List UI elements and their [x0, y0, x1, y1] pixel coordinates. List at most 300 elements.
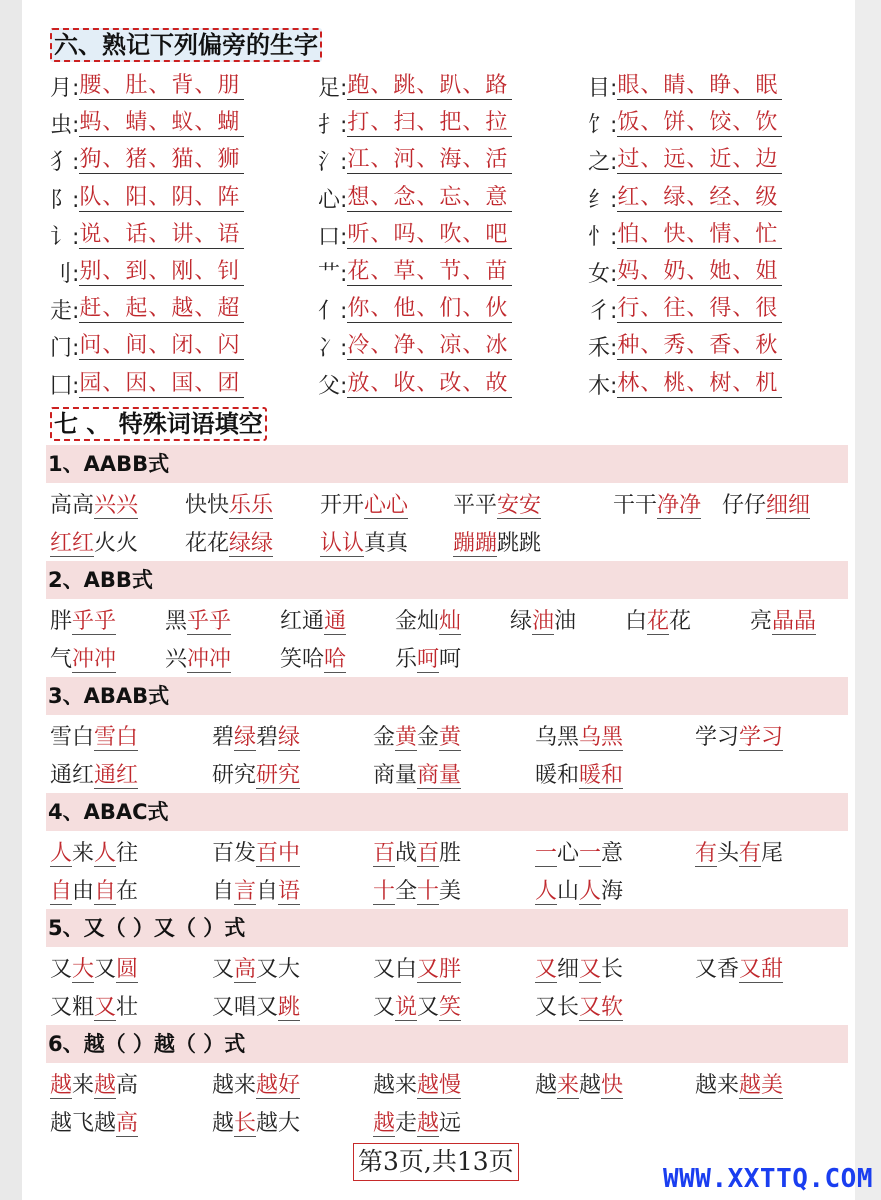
radical-cell	[318, 71, 588, 102]
word-entry	[185, 488, 273, 519]
word-entry	[535, 952, 623, 983]
radical-row	[50, 291, 850, 328]
answer-text: 红红	[50, 531, 95, 557]
radical-cell	[50, 369, 318, 400]
given-text: 亮	[750, 609, 773, 635]
radical-characters: 园、因、国、团	[79, 371, 244, 398]
radical-label: 艹:	[318, 262, 348, 288]
given-text: 越飞越	[50, 1111, 117, 1137]
radical-row	[50, 105, 850, 142]
answer-text: 花	[647, 609, 670, 635]
given-text: 又	[417, 995, 440, 1021]
radical-label: 走:	[50, 299, 80, 325]
word-entry	[373, 1106, 461, 1137]
answer-text: 又	[535, 957, 558, 983]
word-entry	[50, 874, 138, 905]
radical-characters: 跑、跳、趴、路	[347, 73, 512, 100]
word-entry	[395, 604, 461, 635]
radical-cell	[588, 145, 850, 176]
word-row	[50, 833, 850, 871]
given-text: 雪白	[50, 725, 95, 751]
radical-characters: 花、草、节、苗	[347, 259, 512, 286]
answer-text: 自	[94, 879, 117, 905]
given-text: 又香	[695, 957, 740, 983]
radical-characters: 别、到、刚、钊	[79, 259, 244, 286]
word-entry	[320, 488, 408, 519]
radical-label: 扌:	[318, 113, 348, 139]
radical-cell	[50, 108, 318, 139]
given-text: 干干	[613, 493, 658, 519]
given-text: 由	[72, 879, 95, 905]
given-text: 越	[212, 1111, 235, 1137]
given-text: 越来	[373, 1073, 418, 1099]
radical-characters: 饭、饼、饺、饮	[617, 110, 782, 137]
answer-text: 又胖	[417, 957, 462, 983]
subsection-heading: 2、ABB式	[46, 561, 848, 599]
answer-text: 乌黑	[579, 725, 624, 751]
word-entry	[50, 836, 138, 867]
given-text: 又	[50, 957, 73, 983]
word-entry	[373, 758, 461, 789]
answer-text: 说	[395, 995, 418, 1021]
answer-text: 绿绿	[229, 531, 274, 557]
word-entry	[613, 488, 701, 519]
given-text: 在	[116, 879, 139, 905]
radical-label: 月:	[50, 76, 80, 102]
answer-text: 研究	[256, 763, 301, 789]
given-text: 又	[373, 995, 396, 1021]
answer-text: 人	[50, 841, 73, 867]
given-text: 又大	[256, 957, 301, 983]
given-text: 尾	[761, 841, 784, 867]
radical-cell	[318, 145, 588, 176]
site-watermark: WWW.XXTTQ.COM	[663, 1164, 873, 1194]
given-text: 火火	[94, 531, 139, 557]
word-row	[50, 987, 850, 1025]
word-entry	[212, 1106, 300, 1137]
page-number: 第3页,共13页	[353, 1143, 519, 1181]
radical-label: 目:	[588, 76, 618, 102]
word-entry	[50, 990, 138, 1021]
answer-text: 有	[695, 841, 718, 867]
word-row	[50, 871, 850, 909]
word-groups	[50, 445, 850, 1141]
radical-cell	[50, 331, 318, 362]
radical-characters: 眼、睛、睁、眠	[617, 73, 782, 100]
radical-characters: 冷、净、凉、冰	[347, 333, 512, 360]
radical-characters: 怕、快、情、忙	[617, 222, 782, 249]
given-text: 心	[557, 841, 580, 867]
answer-text: 黄	[395, 725, 418, 751]
given-text: 又	[94, 957, 117, 983]
word-entry	[535, 990, 623, 1021]
word-entry	[373, 720, 461, 751]
answer-text: 越	[94, 1073, 117, 1099]
answer-text: 通	[324, 609, 347, 635]
answer-text: 安安	[497, 493, 542, 519]
radical-characters: 赶、起、越、超	[79, 296, 244, 323]
radical-cell	[588, 257, 850, 288]
given-text: 头	[717, 841, 740, 867]
answer-text: 学习	[739, 725, 784, 751]
given-text: 花花	[185, 531, 230, 557]
given-text: 又	[212, 957, 235, 983]
radical-cell	[588, 183, 850, 214]
word-row	[50, 717, 850, 755]
given-text: 自	[212, 879, 235, 905]
given-text: 金	[373, 725, 396, 751]
answer-text: 人	[535, 879, 558, 905]
word-entry	[50, 952, 138, 983]
word-row	[50, 1103, 850, 1141]
given-text: 又白	[373, 957, 418, 983]
given-text: 平平	[453, 493, 498, 519]
radical-label: 纟:	[588, 187, 618, 213]
radical-cell	[588, 331, 850, 362]
given-text: 暖和	[535, 763, 580, 789]
given-text: 金灿	[395, 609, 440, 635]
answer-text: 冲冲	[72, 647, 117, 673]
answer-text: 一	[579, 841, 602, 867]
radical-characters: 过、远、近、边	[617, 147, 782, 174]
word-entry	[373, 836, 461, 867]
answer-text: 冲冲	[187, 647, 232, 673]
answer-text: 蹦蹦	[453, 531, 498, 557]
given-text: 油	[554, 609, 577, 635]
subsection-heading: 6、越（ ）越（ ）式	[46, 1025, 848, 1063]
answer-text: 又软	[579, 995, 624, 1021]
given-text: 意	[601, 841, 624, 867]
radical-characters: 问、间、闭、闪	[79, 333, 244, 360]
answer-text: 兴兴	[94, 493, 139, 519]
answer-text: 绿	[278, 725, 301, 751]
left-margin	[0, 0, 22, 1200]
word-row	[50, 485, 850, 523]
radical-cell	[50, 220, 318, 251]
word-entry	[510, 604, 576, 635]
word-entry	[50, 642, 116, 673]
radical-cell	[50, 257, 318, 288]
answer-text: 又	[579, 957, 602, 983]
word-entry	[625, 604, 691, 635]
answer-text: 人	[579, 879, 602, 905]
answer-text: 越	[50, 1073, 73, 1099]
answer-text: 乎乎	[72, 609, 117, 635]
answer-text: 大	[72, 957, 95, 983]
word-entry	[695, 1068, 783, 1099]
answer-text: 雪白	[94, 725, 139, 751]
radical-characters: 狗、猪、猫、狮	[79, 147, 244, 174]
word-entry	[373, 990, 461, 1021]
radical-characters: 蚂、蜻、蚁、蝴	[79, 110, 244, 137]
answer-text: 越	[373, 1111, 396, 1137]
radical-characters: 你、他、们、伙	[347, 296, 512, 323]
word-entry	[165, 642, 231, 673]
radical-row	[50, 180, 850, 217]
word-entry	[535, 836, 623, 867]
word-entry	[695, 952, 783, 983]
word-entry	[212, 720, 300, 751]
answer-text: 十	[373, 879, 396, 905]
word-entry	[535, 720, 623, 751]
word-entry	[212, 836, 300, 867]
answer-text: 油	[532, 609, 555, 635]
subsection-heading: 4、ABAC式	[46, 793, 848, 831]
given-text: 碧	[256, 725, 279, 751]
given-text: 快快	[185, 493, 230, 519]
given-text: 碧	[212, 725, 235, 751]
given-text: 跳跳	[497, 531, 542, 557]
radical-label: 囗:	[50, 373, 80, 399]
word-row	[50, 949, 850, 987]
answer-text: 来	[557, 1073, 580, 1099]
radical-characters: 林、桃、树、机	[617, 371, 782, 398]
given-text: 呵	[439, 647, 462, 673]
radical-cell	[50, 183, 318, 214]
word-entry	[50, 1068, 138, 1099]
answer-text: 哈	[324, 647, 347, 673]
radical-row	[50, 254, 850, 291]
given-text: 来	[72, 1073, 95, 1099]
word-entry	[50, 758, 138, 789]
word-row	[50, 601, 850, 639]
radical-row	[50, 68, 850, 105]
radical-row	[50, 366, 850, 403]
given-text: 金	[417, 725, 440, 751]
answer-text: 笑	[439, 995, 462, 1021]
given-text: 仔仔	[722, 493, 767, 519]
answer-text: 快	[601, 1073, 624, 1099]
subsection-heading: 5、又（ ）又（ ）式	[46, 909, 848, 947]
answer-text: 呵	[417, 647, 440, 673]
radical-row	[50, 217, 850, 254]
word-entry	[535, 758, 623, 789]
word-entry	[535, 874, 623, 905]
radical-cell	[318, 183, 588, 214]
given-text: 全	[395, 879, 418, 905]
word-entry	[212, 952, 300, 983]
radical-characters: 种、秀、香、秋	[617, 333, 782, 360]
answer-text: 乐乐	[229, 493, 274, 519]
word-entry	[50, 604, 116, 635]
right-margin	[855, 0, 881, 1200]
radical-row	[50, 328, 850, 365]
word-entry	[453, 488, 541, 519]
answer-text: 商量	[417, 763, 462, 789]
radical-label: 口:	[318, 224, 348, 250]
word-entry	[50, 1106, 138, 1137]
radical-label: 木:	[588, 373, 618, 399]
radical-label: 足:	[318, 76, 348, 102]
given-text: 高高	[50, 493, 95, 519]
radical-characters: 行、往、得、很	[617, 296, 782, 323]
answer-text: 十	[417, 879, 440, 905]
radical-label: 忄:	[588, 224, 618, 250]
given-text: 细	[557, 957, 580, 983]
given-text: 胖	[50, 609, 73, 635]
word-entry	[373, 874, 461, 905]
given-text: 气	[50, 647, 73, 673]
radical-cell	[50, 71, 318, 102]
radical-characters: 放、收、改、故	[347, 371, 512, 398]
subsection-heading: 3、ABAB式	[46, 677, 848, 715]
given-text: 研究	[212, 763, 257, 789]
radical-row	[50, 142, 850, 179]
answer-text: 越好	[256, 1073, 301, 1099]
section-7-title: 七 、 特殊词语填空	[50, 407, 267, 441]
word-entry	[535, 1068, 623, 1099]
word-entry	[212, 874, 300, 905]
radical-characters: 打、扫、把、拉	[347, 110, 512, 137]
answer-text: 百	[417, 841, 440, 867]
radical-cell	[318, 257, 588, 288]
radical-characters: 江、河、海、活	[347, 147, 512, 174]
given-text: 花	[669, 609, 692, 635]
word-row	[50, 755, 850, 793]
given-text: 兴	[165, 647, 188, 673]
radical-label: 冫:	[318, 336, 348, 362]
radical-characters: 听、吗、吹、吧	[347, 222, 512, 249]
given-text: 又唱又	[212, 995, 279, 1021]
word-entry	[50, 526, 138, 557]
radical-cell	[318, 220, 588, 251]
given-text: 通红	[50, 763, 95, 789]
radical-label: 虫:	[50, 113, 80, 139]
radical-characters: 想、念、忘、意	[347, 185, 512, 212]
word-entry	[185, 526, 273, 557]
given-text: 商量	[373, 763, 418, 789]
given-text: 往	[116, 841, 139, 867]
given-text: 百发	[212, 841, 257, 867]
word-entry	[395, 642, 461, 673]
radical-characters: 红、绿、经、级	[617, 185, 782, 212]
radical-characters: 妈、奶、她、姐	[617, 259, 782, 286]
radical-characters: 腰、肚、背、朋	[79, 73, 244, 100]
radical-label: 心:	[318, 187, 348, 213]
given-text: 胜	[439, 841, 462, 867]
radical-label: 亻:	[318, 299, 348, 325]
answer-text: 又甜	[739, 957, 784, 983]
given-text: 又粗	[50, 995, 95, 1021]
given-text: 壮	[116, 995, 139, 1021]
given-text: 乐	[395, 647, 418, 673]
radical-label: 之:	[588, 150, 618, 176]
radical-label: 氵:	[318, 150, 348, 176]
word-entry	[280, 604, 346, 635]
given-text: 海	[601, 879, 624, 905]
answer-text: 黄	[439, 725, 462, 751]
answer-text: 乎乎	[187, 609, 232, 635]
answer-text: 长	[234, 1111, 257, 1137]
word-row	[50, 639, 850, 677]
answer-text: 心心	[364, 493, 409, 519]
given-text: 长	[601, 957, 624, 983]
given-text: 战	[395, 841, 418, 867]
given-text: 笑哈	[280, 647, 325, 673]
word-entry	[50, 720, 138, 751]
radical-label: 女:	[588, 262, 618, 288]
answer-text: 人	[94, 841, 117, 867]
radical-label: 阝:	[50, 187, 80, 213]
given-text: 真真	[364, 531, 409, 557]
answer-text: 暖和	[579, 763, 624, 789]
given-text: 远	[439, 1111, 462, 1137]
word-row	[50, 523, 850, 561]
given-text: 走	[395, 1111, 418, 1137]
radical-cell	[318, 294, 588, 325]
answer-text: 言	[234, 879, 257, 905]
answer-text: 越慢	[417, 1073, 462, 1099]
answer-text: 高	[234, 957, 257, 983]
word-entry	[373, 952, 461, 983]
word-entry	[373, 1068, 461, 1099]
word-entry	[320, 526, 408, 557]
answer-text: 绿	[234, 725, 257, 751]
given-text: 红通	[280, 609, 325, 635]
radical-label: 禾:	[588, 336, 618, 362]
radical-label: 彳:	[588, 299, 618, 325]
given-text: 绿	[510, 609, 533, 635]
radical-cell	[50, 145, 318, 176]
answer-text: 越	[417, 1111, 440, 1137]
word-entry	[212, 758, 300, 789]
given-text: 高	[116, 1073, 139, 1099]
given-text: 黑	[165, 609, 188, 635]
radical-characters: 队、阳、阴、阵	[79, 185, 244, 212]
answer-text: 圆	[116, 957, 139, 983]
given-text: 越来	[695, 1073, 740, 1099]
word-entry	[212, 1068, 300, 1099]
radical-cell	[588, 294, 850, 325]
radical-grid	[50, 68, 850, 403]
given-text: 自	[256, 879, 279, 905]
word-row	[50, 1065, 850, 1103]
answer-text: 跳	[278, 995, 301, 1021]
radical-cell	[588, 220, 850, 251]
answer-text: 净净	[657, 493, 702, 519]
given-text: 又长	[535, 995, 580, 1021]
answer-text: 细细	[766, 493, 811, 519]
word-entry	[695, 836, 783, 867]
radical-label: 犭:	[50, 150, 80, 176]
given-text: 乌黑	[535, 725, 580, 751]
given-text: 山	[557, 879, 580, 905]
answer-text: 越美	[739, 1073, 784, 1099]
given-text: 越大	[256, 1111, 301, 1137]
answer-text: 百中	[256, 841, 301, 867]
word-entry	[280, 642, 346, 673]
given-text: 越来	[212, 1073, 257, 1099]
radical-cell	[588, 369, 850, 400]
answer-text: 晶晶	[772, 609, 817, 635]
radical-cell	[588, 71, 850, 102]
given-text: 越	[579, 1073, 602, 1099]
answer-text: 一	[535, 841, 558, 867]
given-text: 美	[439, 879, 462, 905]
radical-cell	[318, 331, 588, 362]
answer-text: 百	[373, 841, 396, 867]
word-entry	[695, 720, 783, 751]
word-entry	[212, 990, 300, 1021]
radical-cell	[318, 108, 588, 139]
radical-label: 讠:	[50, 224, 80, 250]
word-entry	[750, 604, 816, 635]
answer-text: 认认	[320, 531, 365, 557]
worksheet-page	[50, 28, 850, 1141]
radical-label: 门:	[50, 336, 80, 362]
given-text: 学习	[695, 725, 740, 751]
answer-text: 高	[116, 1111, 139, 1137]
